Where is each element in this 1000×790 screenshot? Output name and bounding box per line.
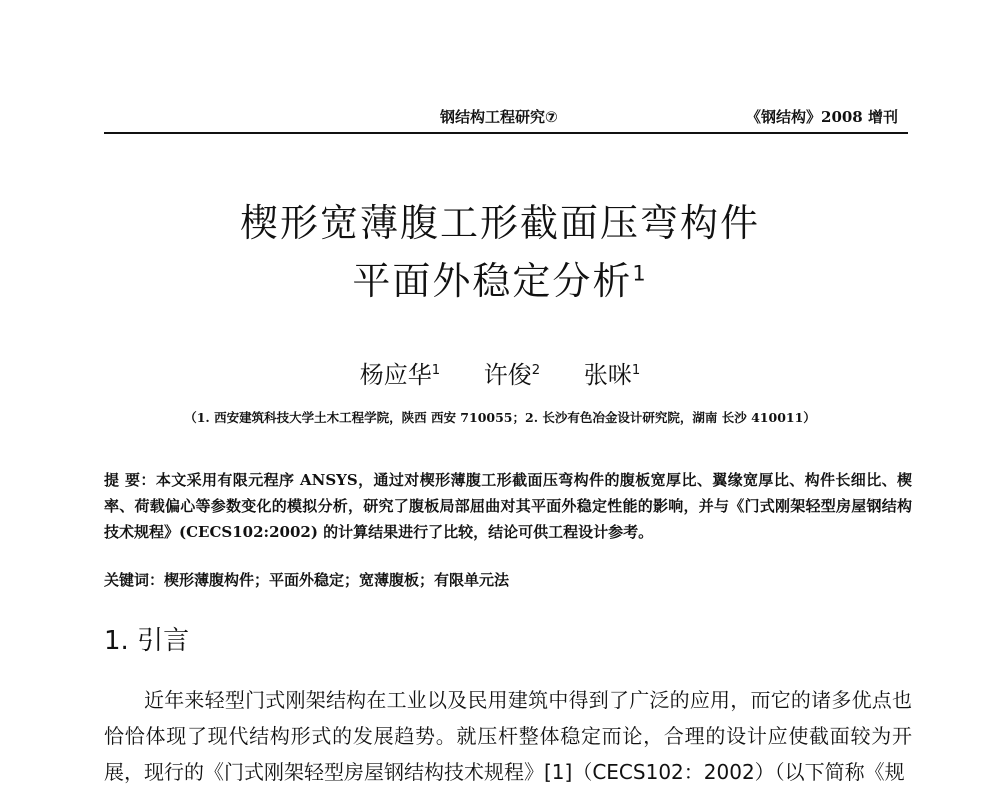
abstract-text: 本文采用有限元程序 ANSYS，通过对楔形薄腹工形截面压弯构件的腹板宽厚比、翼缘宽厚比、构件长细比、楔率、荷载偏心等参数变化的模拟分析，研究了腹板局部屈曲对其平面外稳定性能的影响，并与《门式刚架轻型房屋钢结构技术规程》(CECS102:2002) 的计算结果进行了比较，结论可供工程设计参考。 — [104, 471, 912, 541]
author-name: 杨应华 — [359, 361, 432, 389]
author-name: 许俊 — [483, 361, 532, 389]
abstract — [104, 467, 912, 545]
author-affil-mark: 1 — [631, 363, 641, 378]
title-line1-text: 楔形宽薄腹工形截面压弯构件 — [239, 201, 760, 245]
author-affil-mark: 2 — [531, 363, 541, 378]
author — [584, 361, 640, 389]
section-heading: 1. 引言 — [104, 626, 190, 656]
title-footnote-mark: 1 — [632, 261, 648, 286]
keywords-label: 关键词： — [104, 571, 165, 589]
body-paragraph: 近年来轻型门式刚架结构在工业以及民用建筑中得到了广泛的应用，而它的诸多优点也恰恰体现了现代结构形式的发展趋势。就压杆整体稳定而论，合理的设计应使截面较为开展，现行的《门式刚架轻型房屋钢结构技术规程》[1]（CECS102：2002）（以下简称《规 — [104, 688, 912, 784]
author-list — [0, 355, 1000, 390]
author — [360, 361, 440, 389]
header-rule — [104, 132, 908, 134]
abstract-label: 提 要： — [104, 471, 156, 489]
affiliations: （1. 西安建筑科技大学土木工程学院，陕西 西安 710055；2. 长沙有色冶金设计研究院，湖南 长沙 410011） — [184, 410, 816, 425]
paper-title-line2 — [0, 250, 1000, 305]
author — [484, 361, 540, 389]
title-line2-text: 平面外稳定分析 — [352, 259, 633, 303]
author-affil-mark: 1 — [431, 363, 441, 378]
paper-title-line1 — [0, 192, 1000, 247]
running-header-issue: 《钢结构》2008 增刊 — [746, 108, 898, 126]
keywords — [104, 567, 912, 593]
keywords-text: 楔形薄腹构件；平面外稳定；宽薄腹板；有限单元法 — [164, 571, 510, 589]
author-name: 张咪 — [583, 361, 632, 389]
running-header-series: 钢结构工程研究⑦ — [440, 108, 558, 126]
